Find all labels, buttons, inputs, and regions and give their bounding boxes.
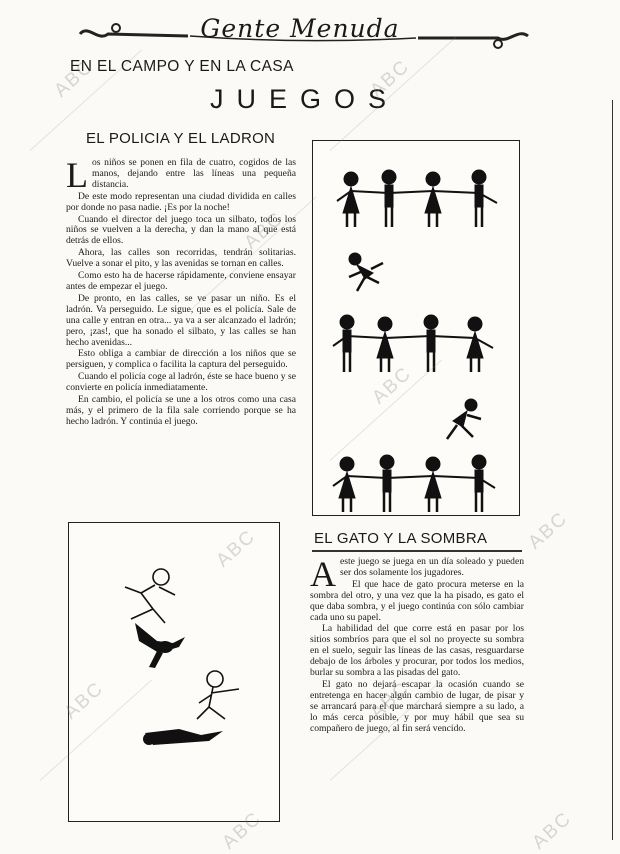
watermark-stamp: ABC: [366, 677, 414, 724]
drop-cap: A: [310, 554, 336, 594]
article-body-gato: Aeste juego se juega en un día soleado y pueden ser dos solamente los jugadores. El que hace de gato procura meterse en la sombra del otro, y una vez que la ha pisado, es gato el que daba sombra, y el juego continúa con sólo cambiar cada uno su papel. La habilidad del que corre está en pasar por los sitios sombríos para que el sol no proyecte su sombra en el suelo, seguir las líneas de las casas, resguardarse debajo de los árboles y procurar, por todos los medios, burlar su sombra a las pisadas del gato. El gato no dejará escapar la ocasión cuando se entretenga en hacer algún cambio de lugar, de pisar y se arrancará para el que marchará siempre a su lado, a lo más cerca posible, y por muy hábil que sea su compañero de juego, al fin será vencido.: [310, 554, 524, 734]
article-title-gato: EL GATO Y LA SOMBRA: [314, 530, 488, 547]
watermark-stamp: ABC: [50, 55, 98, 102]
article-body-policia: Los niños se ponen en fila de cuatro, cogidos de las manos, dejando entre las líneas una pequeña distancia. De este modo representan una ciudad dividida en calles por donde no pasa nadie. ¡Es por la noche! Cuando el director del juego toca un silbato, todos los niños se vuelven a la derecha, y dan la mano al que está detrás de ellos. Ahora, las calles son recorridas, tendrán solitarias. Vuelve a sonar el pito, y las avenidas se tornan en calles. Como esto ha de hacerse rápidamente, conviene ensayar antes de empezar el juego. De pronto, en las calles, se ve pasar un niño. Es el ladrón. Va perseguido. Le sigue, que es el policía. Sale de una calle y entran en otra... ya va a ser alcanzado el ladrón; pero, ¡zas!, que ha sonado el silbato, y las calles se han hecho avenidas... Esto obliga a cambiar de dirección a los niños que se persiguen, y complica o facilita la captura del perseguido. Cuando el policía coge al ladrón, éste se hace bueno y se convierte en policía inmediatamente. En cambio, el policía se une a los otros como una casa más, y el primero de la fila sale corriendo porque se ha hecho ladrón. Y continúa el juego.: [66, 155, 296, 427]
page-edge: [612, 100, 613, 840]
children-figures-drawing: [313, 141, 518, 514]
article-title-policia: EL POLICIA Y EL LADRON: [86, 130, 276, 147]
watermark-stamp: ABC: [240, 207, 288, 254]
drop-cap: L: [66, 155, 88, 195]
illustration-cat-shadow: [68, 522, 280, 822]
watermark-stamp: ABC: [528, 807, 576, 854]
page-title: JUEGOS: [210, 84, 400, 114]
watermark-stamp: ABC: [524, 507, 572, 554]
masthead-title: Gente Menuda: [200, 14, 400, 43]
title-rule: [312, 550, 522, 552]
watermark-stamp: ABC: [60, 677, 108, 724]
section-heading: EN EL CAMPO Y EN LA CASA: [70, 58, 294, 75]
watermark-stamp: ABC: [368, 362, 416, 409]
shadow-game-drawing: [69, 523, 278, 820]
watermark-stamp: ABC: [366, 55, 414, 102]
illustration-children-streets: [312, 140, 520, 516]
watermark-stamp: ABC: [218, 807, 266, 854]
watermark-stamp: ABC: [212, 525, 260, 572]
